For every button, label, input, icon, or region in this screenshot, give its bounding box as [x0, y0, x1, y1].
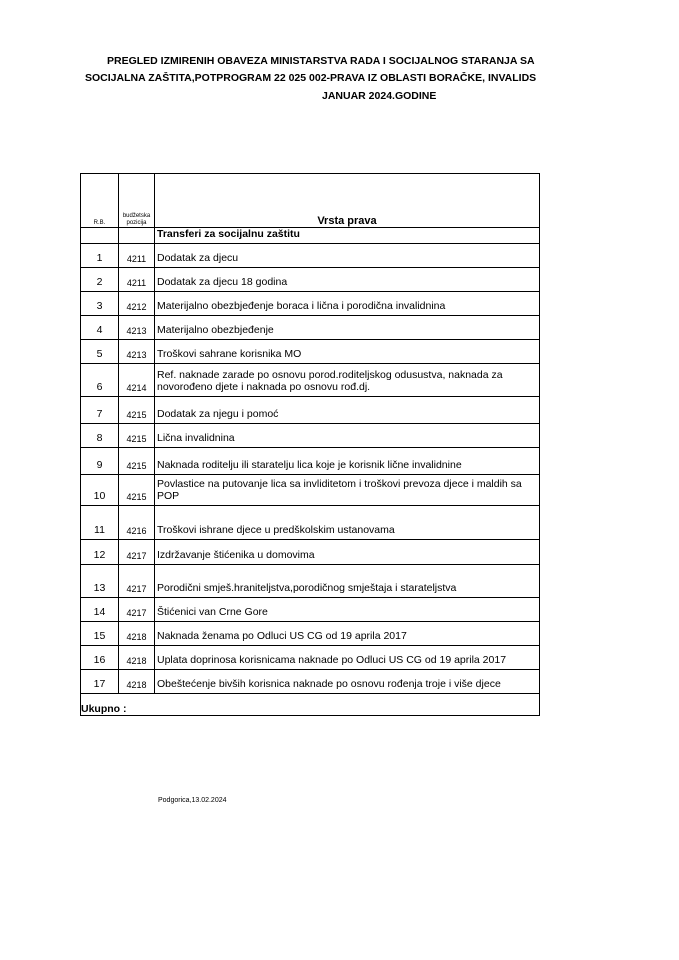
total-row: [81, 694, 540, 716]
right-type: Štićenici van Crne Gore: [155, 598, 540, 622]
table-row: [81, 598, 540, 622]
right-type: Dodatak za njegu i pomoć: [155, 397, 540, 424]
section-row: [81, 228, 540, 244]
budget-position: 4218: [119, 622, 155, 646]
row-number: 2: [81, 268, 119, 292]
budget-position: 4217: [119, 565, 155, 598]
row-number: 12: [81, 540, 119, 565]
col-right-header: Vrsta prava: [155, 174, 540, 228]
table-row: [81, 292, 540, 316]
row-number: 11: [81, 506, 119, 540]
budget-position: 4215: [119, 448, 155, 475]
right-type: Porodični smješ.hraniteljstva,porodičnog smještaja i starateljstva: [155, 565, 540, 598]
row-number: 15: [81, 622, 119, 646]
right-type: Troškovi ishrane djece u predškolskim ustanovama: [155, 506, 540, 540]
right-type: Ref. naknade zarade po osnovu porod.roditeljskog odusustva, naknada za novorođeno djete i naknada po osnovu rođ.dj.: [155, 364, 540, 397]
budget-position: 4212: [119, 292, 155, 316]
row-number: 10: [81, 475, 119, 506]
header-line-3: JANUAR 2024.GODINE: [322, 90, 437, 102]
place-date: Podgorica,13.02.2024: [158, 797, 227, 804]
table-row: [81, 364, 540, 397]
right-type: Dodatak za djecu: [155, 244, 540, 268]
right-type: Materijalno obezbjeđenje boraca i lična i porodična invalidnina: [155, 292, 540, 316]
table-row: [81, 646, 540, 670]
budget-position: 4218: [119, 670, 155, 694]
table-row: [81, 397, 540, 424]
col-budget-header: budžetska pozicija: [119, 174, 155, 228]
budget-position: 4215: [119, 424, 155, 448]
table-row: [81, 244, 540, 268]
table-row: [81, 340, 540, 364]
table-row: [81, 622, 540, 646]
right-type: Dodatak za djecu 18 godina: [155, 268, 540, 292]
table-row: [81, 670, 540, 694]
row-number: 5: [81, 340, 119, 364]
table-row: [81, 506, 540, 540]
row-number: 6: [81, 364, 119, 397]
right-type: Materijalno obezbjeđenje: [155, 316, 540, 340]
table-row: [81, 268, 540, 292]
row-number: 4: [81, 316, 119, 340]
budget-position: 4217: [119, 598, 155, 622]
header-line-2: SOCIJALNA ZAŠTITA,POTPROGRAM 22 025 002-PRAVA IZ OBLASTI BORAČKE, INVALIDS: [85, 72, 537, 84]
header-line-1: PREGLED IZMIRENIH OBAVEZA MINISTARSTVA RADA I SOCIJALNOG STARANJA SA: [107, 55, 535, 67]
budget-position: 4215: [119, 475, 155, 506]
budget-position: 4211: [119, 268, 155, 292]
table-row: [81, 316, 540, 340]
budget-position: 4214: [119, 364, 155, 397]
right-type: Troškovi sahrane korisnika MO: [155, 340, 540, 364]
right-type: Naknada ženama po Odluci US CG od 19 aprila 2017: [155, 622, 540, 646]
right-type: Naknada roditelju ili staratelju lica koje je korisnik lične invalidnine: [155, 448, 540, 475]
right-type: Povlastice na putovanje lica sa invliditetom i troškovi prevoza djece i maldih sa POP: [155, 475, 540, 506]
row-number: 7: [81, 397, 119, 424]
section-rb-cell: [81, 228, 119, 244]
budget-position: 4216: [119, 506, 155, 540]
budget-position: 4215: [119, 397, 155, 424]
row-number: 16: [81, 646, 119, 670]
row-number: 1: [81, 244, 119, 268]
row-number: 17: [81, 670, 119, 694]
col-rb-header: R.B.: [81, 174, 119, 228]
budget-position: 4217: [119, 540, 155, 565]
table-row: [81, 475, 540, 506]
row-number: 9: [81, 448, 119, 475]
right-type: Obeštećenje bivših korisnica naknade po osnovu rođenja troje i više djece: [155, 670, 540, 694]
budget-position: 4211: [119, 244, 155, 268]
table-row: [81, 448, 540, 475]
budget-position: 4213: [119, 340, 155, 364]
budget-position: 4213: [119, 316, 155, 340]
row-number: 3: [81, 292, 119, 316]
right-type: Uplata doprinosa korisnicama naknade po Odluci US CG od 19 aprila 2017: [155, 646, 540, 670]
right-type: Izdržavanje štićenika u domovima: [155, 540, 540, 565]
section-title: Transferi za socijalnu zaštitu: [155, 228, 540, 244]
row-number: 14: [81, 598, 119, 622]
obligations-table: [80, 173, 540, 716]
table-row: [81, 565, 540, 598]
budget-position: 4218: [119, 646, 155, 670]
section-pos-cell: [119, 228, 155, 244]
table-row: [81, 540, 540, 565]
table-row: [81, 424, 540, 448]
row-number: 8: [81, 424, 119, 448]
right-type: Lična invalidnina: [155, 424, 540, 448]
row-number: 13: [81, 565, 119, 598]
total-label: Ukupno :: [81, 694, 540, 716]
table-header-row: [81, 174, 540, 228]
